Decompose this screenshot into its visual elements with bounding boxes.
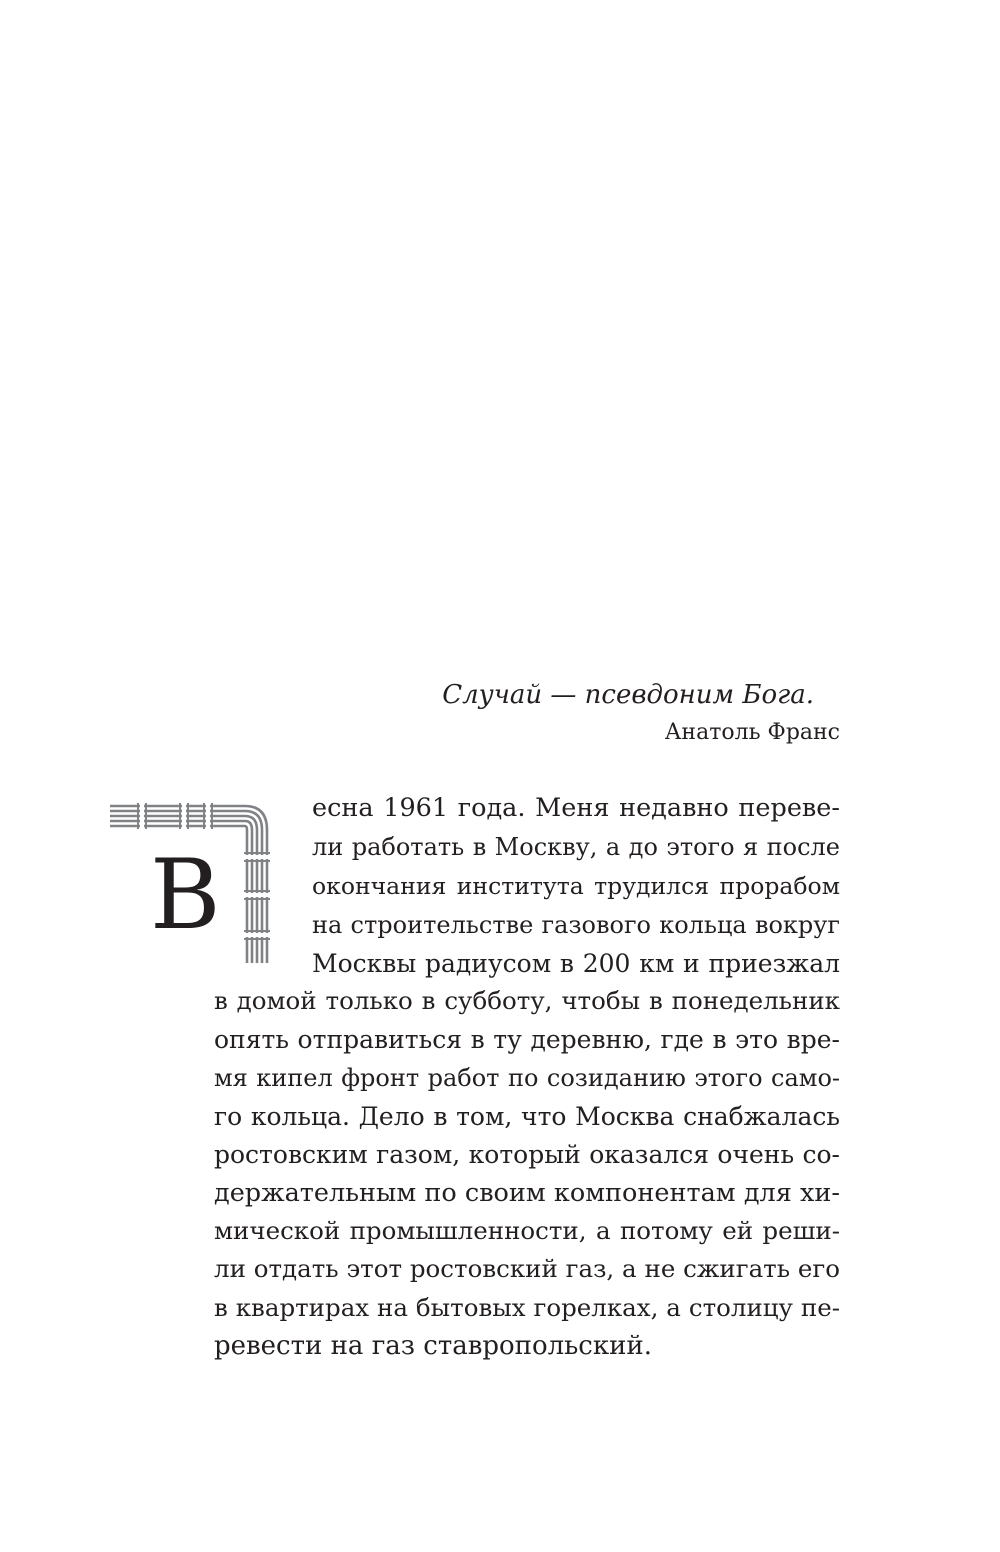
- text-line: ростовским газом, который оказался очень со-: [214, 1140, 840, 1169]
- drop-cap-letter: В: [150, 839, 221, 951]
- text-line: на строительстве газового кольца вокруг: [312, 911, 840, 939]
- text-line: мя кипел фронт работ по созиданию этого само-: [214, 1064, 840, 1092]
- epigraph-quote: Случай — псевдоним Бога.: [442, 680, 814, 710]
- text-line: ли работать в Москву, а до этого я после: [312, 833, 840, 861]
- text-line: опять отправиться в ту деревню, где в это вре-: [214, 1025, 840, 1054]
- text-line: окончания института трудился прорабом: [312, 872, 840, 900]
- text-line: держательным по своим компонентам для хи-: [214, 1178, 840, 1208]
- text-line: в домой только в субботу, чтобы в понедельник: [214, 986, 840, 1015]
- text-line: го кольца. Дело в том, что Москва снабжалась: [214, 1102, 840, 1131]
- epigraph-author: Анатоль Франс: [664, 720, 840, 745]
- text-line: ли отдать этот ростовский газ, а не сжигать его: [214, 1254, 840, 1283]
- text-line: ревести на газ ставропольский.: [214, 1331, 653, 1361]
- text-line: есна 1961 года. Меня недавно переве-: [312, 793, 840, 823]
- text-line: в квартирах на бытовых горелках, а столицу пе-: [214, 1293, 840, 1322]
- text-line: мической промышленности, а потому ей реши-: [214, 1216, 840, 1245]
- text-line: Москвы радиусом в 200 км и приезжал: [312, 949, 840, 978]
